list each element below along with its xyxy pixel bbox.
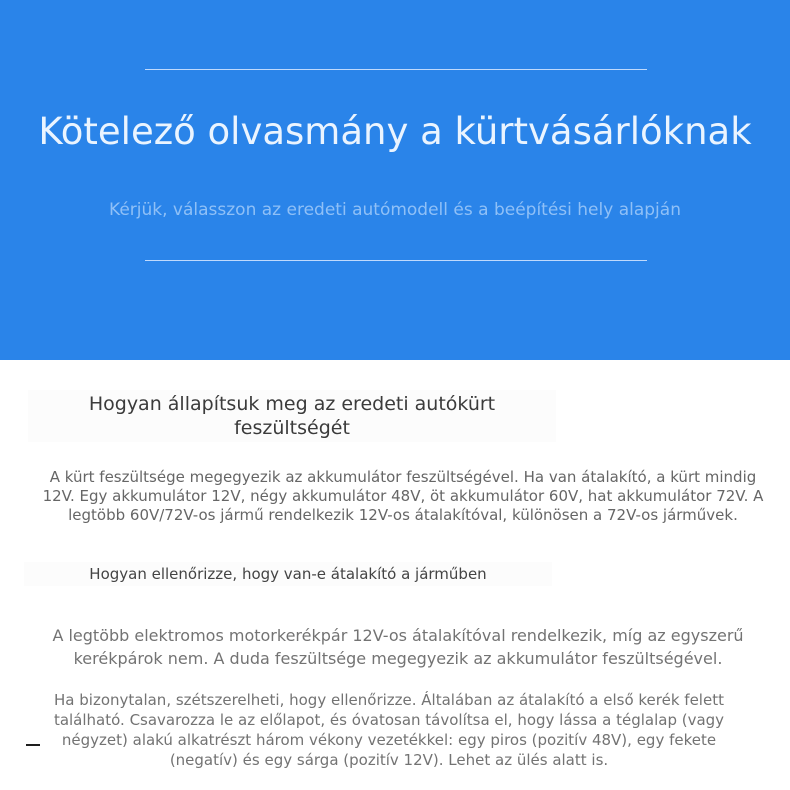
page-subtitle: Kérjük, válasszon az eredeti autómodell és a beépítési hely alapján (109, 200, 681, 220)
hero-banner (0, 0, 790, 360)
section-text-converter: A legtöbb elektromos motorkerékpár 12V-os átalakítóval rendelkezik, míg az egyszerű kerékpárok nem. A duda feszültsége megegyezik az akkumulátor feszültségével. (52, 626, 744, 668)
hero-top-divider (145, 69, 647, 70)
section-heading-converter: Hogyan ellenőrizze, hogy van-e átalakító a járműben (24, 562, 552, 586)
section-text-voltage: A kürt feszültsége megegyezik az akkumulátor feszültségével. Ha van átalakító, a kürt mindig 12V. Egy akkumulátor 12V, négy akkumulátor 48V, öt akkumulátor 60V, hat akkumulátor 72V. A legtöbb 60V/72V-os jármű rendelkezik 12V-os átalakítóval, különösen a 72V-os járművek. (42, 468, 764, 524)
content-area (0, 360, 790, 790)
hero-bottom-divider (145, 260, 647, 261)
page-title: Kötelező olvasmány a kürtvásárlóknak (38, 110, 752, 153)
section-text-converter-details: Ha bizonytalan, szétszerelheti, hogy ellenőrizze. Általában az átalakító a első kerék felett található. Csavarozza le az előlapot, és óvatosan távolítsa el, hogy lássa a téglalap (vagy négyzet) alakú alkatrészt három vékony vezetékkel: egy piros (pozitív 48V), egy fekete (negatív) és egy sárga (pozitív 12V). Lehet az ülés alatt is. (53, 691, 725, 769)
cursor-mark (26, 744, 40, 746)
section-heading-voltage: Hogyan állapítsuk meg az eredeti autókürt feszültségét (28, 390, 556, 442)
